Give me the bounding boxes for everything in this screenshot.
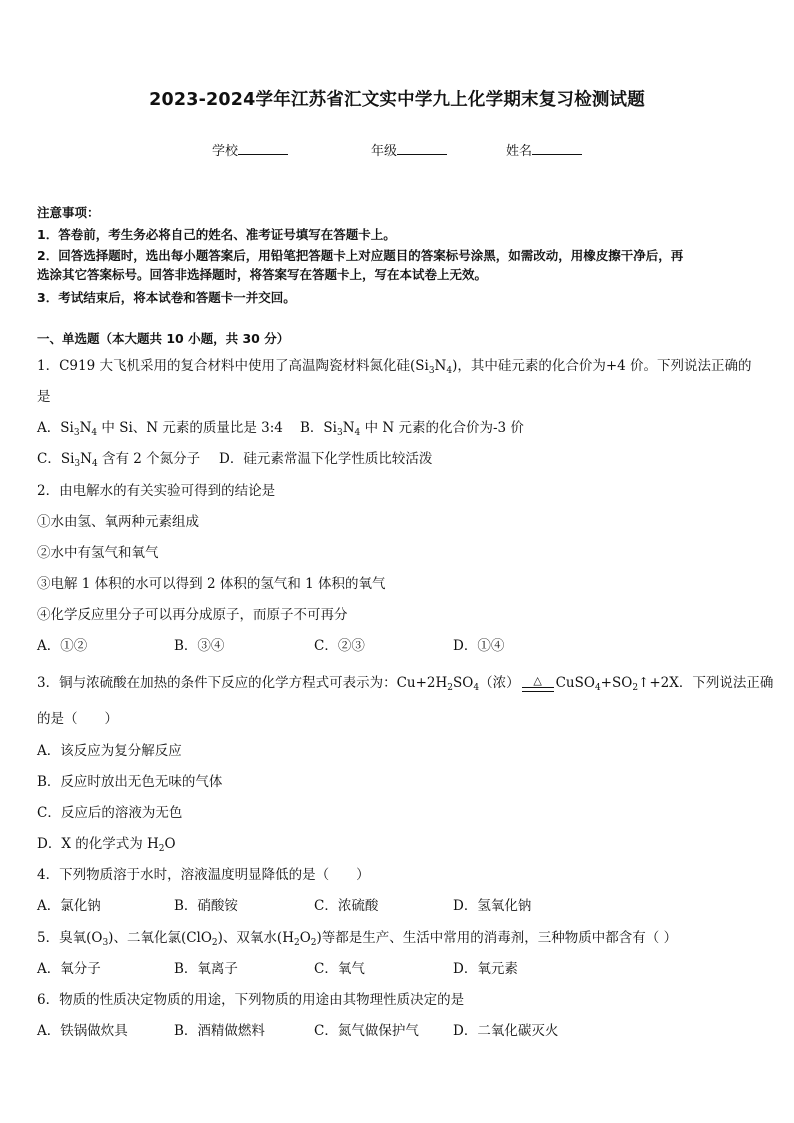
grade-label: 年级 — [371, 144, 398, 159]
q3-option-b[interactable]: B．反应时放出无色无味的气体 — [37, 774, 223, 790]
q5-option-c[interactable]: C．氧气 — [314, 961, 365, 977]
q1-option-a[interactable]: A．$Si_3N_4$ 中 Si、N 元素的质量比是 3:4 — [37, 420, 283, 438]
q6-option-d[interactable]: D．二氧化碳灭火 — [453, 1023, 559, 1039]
q3-stem-continued: 的是（ ） — [37, 711, 118, 727]
q5-stem: 5．臭氧$(O_3)$、二氧化氯(ClO$_2$)、双氧水$(H_2O_2)$等都是生产、生活中常用的消毒剂，三种物质中都含有（ ） — [37, 930, 678, 948]
q1-option-b[interactable]: B．$Si_3N_4$ 中 N 元素的化合价为-3 价 — [300, 420, 524, 438]
q6-stem: 6．物质的性质决定物质的用途，下列物质的用途由其物理性质决定的是 — [37, 992, 465, 1008]
note-item-1: 1．答卷前，考生务必将自己的姓名、准考证号填写在答题卡上。 — [37, 227, 396, 242]
q1-option-c[interactable]: C．$Si_3N_4$ 含有 2 个氮分子 — [37, 451, 201, 469]
q1-stem: 1．C919 大飞机采用的复合材料中使用了高温陶瓷材料氮化硅$(Si_3N_4)$，其中硅元素的化合价为+4 价。下列说法正确的 — [37, 358, 752, 376]
grade-blank[interactable] — [397, 142, 447, 155]
q2-stem: 2．由电解水的有关实验可得到的结论是 — [37, 483, 276, 499]
q6-option-b[interactable]: B．酒精做燃料 — [174, 1023, 265, 1039]
q3-stem: 3．铜与浓硫酸在加热的条件下反应的化学方程式可表示为：$Cu+2H_2SO_4$（浓） △ $CuSO_4+SO_2↑+2X$．下列说法正确 — [37, 674, 774, 693]
q1-stem-continued: 是 — [37, 389, 51, 405]
q4-option-c[interactable]: C．浓硫酸 — [314, 898, 379, 914]
q4-option-b[interactable]: B．硝酸铵 — [174, 898, 238, 914]
q2-option-c[interactable]: C．②③ — [314, 638, 365, 654]
exam-title: 2023-2024学年江苏省汇文实中学九上化学期末复习检测试题 — [149, 90, 645, 110]
section-heading: 一、单选题（本大题共 10 小题，共 30 分） — [37, 331, 290, 346]
school-blank[interactable] — [238, 142, 288, 155]
notes-heading: 注意事项： — [37, 205, 100, 220]
q5-option-a[interactable]: A．氧分子 — [37, 961, 101, 977]
school-label: 学校 — [212, 144, 239, 159]
q2-option-a[interactable]: A．①② — [37, 638, 88, 654]
q5-option-b[interactable]: B．氧离子 — [174, 961, 238, 977]
heating-condition-symbol: △ — [520, 675, 556, 691]
q1-option-d[interactable]: D．硅元素常温下化学性质比较活泼 — [219, 451, 433, 467]
note-item-2-continued: 选涂其它答案标号。回答非选择题时，将答案写在答题卡上，写在本试卷上无效。 — [37, 267, 488, 282]
q2-option-b[interactable]: B．③④ — [174, 638, 225, 654]
q6-option-a[interactable]: A．铁锅做炊具 — [37, 1023, 128, 1039]
q2-statement-3: ③电解 1 体积的水可以得到 2 体积的氢气和 1 体积的氧气 — [37, 576, 386, 592]
q4-option-d[interactable]: D．氢氧化钠 — [453, 898, 532, 914]
q2-statement-4: ④化学反应里分子可以再分成原子，而原子不可再分 — [37, 607, 348, 623]
q3-option-c[interactable]: C．反应后的溶液为无色 — [37, 805, 183, 821]
q3-option-d[interactable]: D．X 的化学式为 $H_2O$ — [37, 836, 176, 854]
q4-option-a[interactable]: A．氯化钠 — [37, 898, 101, 914]
q3-option-a[interactable]: A．该反应为复分解反应 — [37, 743, 182, 759]
note-item-2: 2．回答选择题时，选出每小题答案后，用铅笔把答题卡上对应题目的答案标号涂黑，如需改动，用橡皮擦干净后，再 — [37, 248, 684, 263]
q2-statement-1: ①水由氢、氧两种元素组成 — [37, 514, 199, 530]
q2-statement-2: ②水中有氢气和氧气 — [37, 545, 159, 561]
grade-field[interactable] — [371, 140, 447, 159]
name-blank[interactable] — [532, 142, 582, 155]
school-field[interactable] — [212, 140, 288, 159]
q6-option-c[interactable]: C．氮气做保护气 — [314, 1023, 419, 1039]
name-field[interactable] — [506, 140, 582, 159]
q2-option-d[interactable]: D．①④ — [453, 638, 505, 654]
name-label: 姓名 — [506, 144, 533, 159]
q5-option-d[interactable]: D．氧元素 — [453, 961, 518, 977]
note-item-3: 3．考试结束后，将本试卷和答题卡一并交回。 — [37, 290, 296, 305]
q4-stem: 4．下列物质溶于水时，溶液温度明显降低的是（ ） — [37, 867, 370, 883]
